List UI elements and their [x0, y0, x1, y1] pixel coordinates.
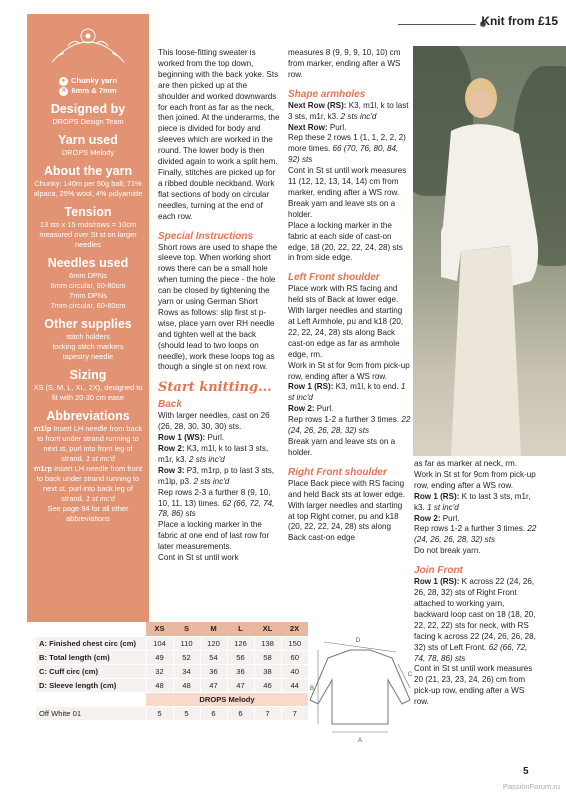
left-front-shoulder-heading: Left Front shoulder — [288, 272, 380, 284]
shape-armholes-heading: Shape armholes — [288, 88, 366, 100]
flower-icon — [48, 22, 128, 68]
row-instruction: Next Row: Purl. — [288, 122, 347, 132]
table-cell: 54 — [200, 650, 227, 664]
intro-paragraph: This loose-fitting sweater is worked from the top down, beginning with the back yoke. Sts are then picked up at the shoulder and worked downwards for each front as far as the neck, then joined. At the underarms, the piece is divided for body and sleeves which are worked in the round. The lower body is then divided again to work a split hem. Finally, stitches are picked up for a ribbed double neckband. Work flat sections of body on circular needles, turning at the end of each row. — [158, 48, 280, 221]
color-row — [36, 706, 308, 720]
table-cell: 49 — [146, 650, 173, 664]
abbr-text: Insert LH needle from back to front under strand running to next st, purl into front leg of strand. — [37, 424, 143, 463]
needle-item: 7mm DPNs — [69, 291, 107, 300]
yarn-weight-badge — [27, 76, 149, 96]
marker-instruction: Place a locking marker in the fabric at one end of last row for later measurements. — [158, 520, 270, 552]
table-row — [36, 650, 308, 664]
watermark-text: PassionForum.ru — [502, 782, 560, 791]
row-instruction: Row 1 (RS): K across 22 (24, 26, 26, 28, 32) sts of Right Front attached to working yarn, backward loop cast on 18 (18, 20, 22, 22, 22) sts for neck, with RS facing k across 22 (24, 26, 26, 28, 32) sts of Left Front. 62 (66, 72, 74, 78, 86) sts — [414, 577, 536, 663]
header-title: Knit from £15 — [481, 14, 558, 28]
marker-instruction: Place a locking marker in the fabric at each side of cast-on edge, 18 (20, 22, 22, 24, 28) sts in from side edge. — [288, 220, 403, 263]
repeat-instruction: Rep rows 1-2 a further 3 times. 22 (24, 26, 26, 28, 32) sts — [414, 524, 537, 545]
table-row — [36, 636, 308, 650]
table-cell: 38 — [254, 664, 281, 678]
supply-item: tapestry needle — [62, 352, 114, 361]
row-instruction: Row 1 (RS): K to last 3 sts, m1r, k3. 1 st inc'd — [414, 491, 531, 512]
start-knitting-heading: Start knitting... — [158, 380, 272, 396]
needle-item: 7mm circular, 60-80cm — [50, 301, 126, 310]
designed-by-section — [27, 102, 149, 127]
table-cell: 150 — [281, 636, 308, 650]
row-label: C: Cuff circ (cm) — [36, 664, 146, 678]
work-instruction: Work in St st for 9cm from pick-up row, ending after a WS row. — [414, 469, 536, 490]
tension-text: 13 sts x 15 rnds/rows = 10cm measured over St st on larger needles — [39, 220, 137, 249]
repeat-instruction: Rep rows 2-3 a further 8 (9, 10, 10, 11, 13) times. 62 (66, 72, 74, 78, 86) sts — [158, 487, 275, 519]
table-cell: 32 — [146, 664, 173, 678]
pattern-column-3 — [414, 459, 537, 708]
size-header: M — [200, 622, 227, 636]
dimension-label-d: D — [355, 638, 361, 644]
pattern-column-2 — [288, 48, 411, 544]
yarn-used-section — [27, 133, 149, 158]
table-cell: 46 — [254, 678, 281, 692]
table-cell: 5 — [173, 706, 200, 720]
needles-section — [27, 256, 149, 311]
size-header: 2X — [281, 622, 308, 636]
abbr-key: m1lp — [33, 424, 52, 433]
section-heading: Sizing — [69, 368, 107, 382]
special-instructions-heading: Special Instructions — [158, 230, 254, 242]
join-front-heading: Join Front — [414, 565, 463, 577]
needle-item: 6mm circular, 60-80cm — [50, 281, 126, 290]
supply-item: locking stitch markers — [52, 342, 124, 351]
continue-instruction: Cont in St st until work — [158, 553, 239, 563]
table-row — [36, 664, 308, 678]
table-cell: 138 — [254, 636, 281, 650]
table-cell: 36 — [227, 664, 254, 678]
section-heading: Needles used — [47, 256, 129, 270]
row-instruction: Row 1 (WS): Purl. — [158, 433, 225, 443]
no-break-instruction: Do not break yarn. — [414, 546, 481, 556]
section-heading: Yarn used — [58, 133, 118, 147]
model-figure — [441, 76, 551, 456]
left-front-work: Work in St st for 9cm from pick-up row, ending after a WS row. — [288, 360, 410, 381]
section-heading: Designed by — [50, 102, 126, 116]
table-cell: 7 — [281, 706, 308, 720]
size-header: XS — [146, 622, 173, 636]
sizing-text: XS (S, M, L, XL, 2X), designed to fit with 20-30 cm ease — [33, 383, 143, 402]
abbr-inc: 1 st inc'd — [85, 454, 115, 463]
table-cell: 47 — [227, 678, 254, 692]
table-row — [36, 678, 308, 692]
table-cell: 52 — [173, 650, 200, 664]
table-cell: 120 — [200, 636, 227, 650]
table-cell: 60 — [281, 650, 308, 664]
tension-section — [27, 205, 149, 250]
yarn-weight-label: Chunky yarn — [71, 76, 117, 85]
table-corner — [36, 622, 146, 636]
table-header-row — [36, 622, 308, 636]
sizing-section — [27, 368, 149, 403]
floral-decoration — [27, 14, 149, 74]
row-label — [36, 692, 146, 706]
break-instruction: Break yarn and leave sts on a holder. — [288, 437, 396, 457]
supply-item: stitch holders — [66, 332, 110, 341]
table-cell: 110 — [173, 636, 200, 650]
back-intro: With larger needles, cast on 26 (26, 28, 30, 30, 30) sts. — [158, 411, 270, 432]
right-front-shoulder-heading: Right Front shoulder — [288, 466, 387, 478]
section-heading: Tension — [64, 205, 112, 219]
info-sidebar — [27, 14, 149, 622]
abbr-key: m1rp — [33, 464, 53, 473]
row-instruction: Next Row (RS): K3, m1l, k to last 3 sts, m1r, k3. 2 sts inc'd — [288, 100, 409, 121]
yarn-name-cell: DROPS Melody — [146, 692, 308, 706]
continue-instruction: Cont in St st until work measures 20 (21, 23, 23, 24, 26) cm from pick-up row, ending after a WS row. — [414, 664, 533, 707]
size-header: XL — [254, 622, 281, 636]
row-instruction: Row 2: Purl. — [414, 513, 460, 523]
needles-icon: ✕ — [61, 87, 67, 94]
row-instruction: Row 2: Purl. — [288, 404, 334, 414]
row-instruction: Row 2: K3, m1l, k to last 3 sts, m1r, k3. 2 sts inc'd — [158, 444, 269, 464]
table-cell: 48 — [173, 678, 200, 692]
row-label: Off White 01 — [36, 706, 146, 720]
dimension-label-a: A — [357, 738, 363, 744]
size-table — [36, 622, 308, 721]
abbreviation-m1lp — [27, 424, 149, 464]
table-cell: 56 — [227, 650, 254, 664]
row-label: A: Finished chest circ (cm) — [36, 636, 146, 650]
designer-name: DROPS Design Team — [52, 117, 124, 126]
yarn-row — [36, 692, 308, 706]
size-header: S — [173, 622, 200, 636]
special-instructions-text: Short rows are used to shape the sleeve top. When working short rows there can be a small hole when turning the piece - the hole can be closed by tightening the yarn or using German Short Rows as follows: slip first st p-wise, place yarn over RH needle and tighten well at the back (should lead to two loops on needle), work these loops tog as though a single st on next row. — [158, 242, 278, 372]
table-cell: 6 — [200, 706, 227, 720]
table-cell: 7 — [254, 706, 281, 720]
table-cell: 36 — [200, 664, 227, 678]
abbr-inc: 1 st inc'd — [85, 494, 115, 503]
dimension-label-c: C — [407, 672, 413, 678]
continue-instruction: as far as marker at neck, rm. — [414, 459, 517, 468]
back-heading: Back — [158, 399, 182, 411]
dimension-label-b: B — [309, 686, 315, 692]
continue-instruction: measures 8 (9, 9, 9, 10, 10) cm from marker, ending after a WS row. — [288, 48, 401, 79]
row-instruction: Row 3: P3, m1rp, p to last 3 sts, m1lp, p3. 2 sts inc'd — [158, 465, 275, 486]
break-instruction: Break yarn and leave sts on a holder. — [288, 198, 396, 219]
yarn-ball-icon: ● — [59, 77, 68, 86]
table-cell: 40 — [281, 664, 308, 678]
yarn-name: DROPS Melody — [61, 148, 115, 157]
size-header: L — [227, 622, 254, 636]
row-label: D: Sleeve length (cm) — [36, 678, 146, 692]
repeat-instruction: Rep rows 1-2 a further 3 times. 22 (24, 26, 26, 28, 32) sts — [288, 415, 411, 436]
about-yarn-section — [27, 164, 149, 199]
abbr-reference: See page 94 for all other abbreviations — [47, 504, 129, 523]
table-cell: 48 — [146, 678, 173, 692]
page-header — [398, 8, 566, 38]
left-front-text: Place work with RS facing and held sts of Back at lower edge. With larger needles and starting at Left Armhole, pu and k18 (20, 22, 22, 24, 28) sts along Back cast-on edge as far as armhole edge, rm. — [288, 284, 404, 359]
needle-size-label: 6mm & 7mm — [71, 86, 117, 95]
table-cell: 5 — [146, 706, 173, 720]
supplies-section — [27, 317, 149, 362]
table-cell: 58 — [254, 650, 281, 664]
yarn-description: Chunky; 140m per 50g ball; 71% alpaca, 25% wool, 4% polyamide — [33, 179, 143, 198]
continue-instruction: Cont in St st until work measures 11 (12, 12, 13, 14, 14) cm from marker, ending after a WS row. — [288, 166, 407, 197]
right-front-text: Place Back piece with RS facing and held Back sts at lower edge. With larger needles and starting at top Right corner, pu and k18 (20, 22, 22, 24, 28) sts along Back cast-on edge — [288, 478, 405, 543]
table-cell: 34 — [173, 664, 200, 678]
sweater-schematic — [306, 628, 414, 748]
needle-item: 6mm DPNs — [69, 271, 107, 280]
abbreviations-section — [27, 409, 149, 524]
abbr-text: Insert LH needle from front to back under strand running to next st, purl into back leg of strand. — [36, 464, 143, 503]
table-cell: 126 — [227, 636, 254, 650]
header-rule — [398, 24, 476, 25]
table-cell: 44 — [281, 678, 308, 692]
section-heading: Other supplies — [44, 317, 132, 331]
pattern-column-1 — [158, 48, 280, 564]
row-instruction: Row 1 (RS): K3, m1l, k to end. 1 st inc'd — [288, 382, 406, 403]
section-heading: About the yarn — [43, 164, 133, 178]
page-number: 5 — [523, 766, 529, 777]
table-cell: 104 — [146, 636, 173, 650]
table-cell: 47 — [200, 678, 227, 692]
model-photo — [413, 46, 566, 456]
repeat-instruction: Rep these 2 rows 1 (1, 1, 2, 2, 2) more times. 66 (70, 76, 80, 84, 92) sts — [288, 133, 406, 165]
abbreviation-m1rp — [27, 464, 149, 504]
row-label: B: Total length (cm) — [36, 650, 146, 664]
section-heading: Abbreviations — [46, 409, 130, 423]
table-cell: 6 — [227, 706, 254, 720]
